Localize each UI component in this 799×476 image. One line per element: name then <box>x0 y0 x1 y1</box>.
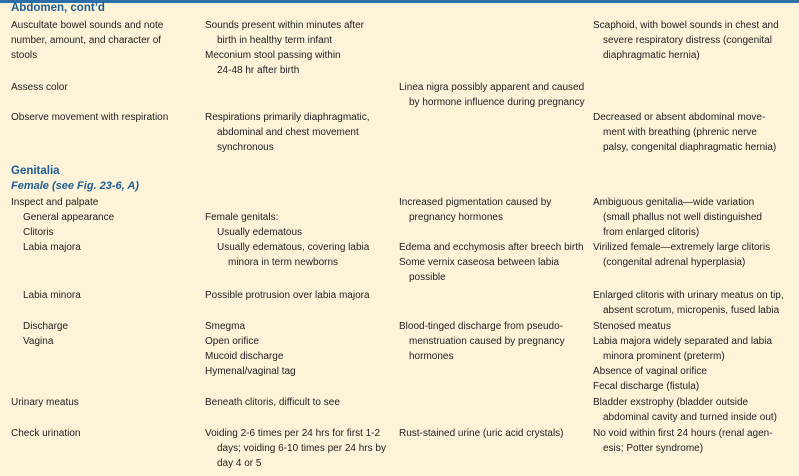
cell-inspect-normal-2: Usually edematous <box>217 227 303 238</box>
cell-discharge-normal-4: Hymenal/vaginal tag <box>205 366 296 377</box>
cell-color-variation-1: Linea nigra possibly apparent and caused <box>399 82 585 93</box>
cell-urination-normal-2: days; voiding 6-10 times per 24 hrs by <box>217 443 386 454</box>
cell-bowel-assess-2: number, amount, and character of <box>11 35 162 46</box>
cell-minora-deviation-2: absent scrotum, micropenis, fused labia <box>603 305 780 316</box>
cell-inspect-normal-3: Usually edematous, covering labia <box>217 242 370 253</box>
cell-discharge-variation-3: hormones <box>409 351 454 362</box>
cell-bowel-assess-3: stools <box>11 50 38 61</box>
cell-bowel-normal-4: 24-48 hr after birth <box>217 65 300 76</box>
cell-resp-deviation-3: palsy, congenital diaphragmatic hernia) <box>603 142 777 153</box>
cell-discharge-normal-2: Open orifice <box>205 336 259 347</box>
cell-urination-deviation-2: esis; Potter syndrome) <box>603 443 704 454</box>
cell-urination-normal-3: day 4 or 5 <box>217 458 262 469</box>
cell-inspect-variation-3: Edema and ecchymosis after breech birth <box>399 242 584 253</box>
cell-meatus-normal: Beneath clitoris, difficult to see <box>205 397 340 408</box>
cell-inspect-deviation-2: (small phallus not well distinguished <box>603 212 762 223</box>
cell-discharge-deviation-5: Fecal discharge (fistula) <box>593 381 700 392</box>
cell-resp-normal-2: abdominal and chest movement <box>217 127 359 138</box>
cell-inspect-assess-1: Inspect and palpate <box>11 197 99 208</box>
cell-resp-normal-1: Respirations primarily diaphragmatic, <box>205 112 370 123</box>
cell-urination-normal-1: Voiding 2-6 times per 24 hrs for first 1-2 <box>205 428 381 439</box>
cell-color-variation-2: by hormone influence during pregnancy <box>409 97 585 108</box>
cell-discharge-normal-1: Smegma <box>205 321 246 332</box>
cell-meatus-deviation-1: Bladder exstrophy (bladder outside <box>593 397 749 408</box>
cell-inspect-variation-4: Some vernix caseosa between labia <box>399 257 560 268</box>
cell-bowel-normal-2: birth in healthy term infant <box>217 35 333 46</box>
section-heading-genitalia: Genitalia <box>11 165 60 177</box>
cell-discharge-assess-1: Discharge <box>23 321 69 332</box>
cell-inspect-variation-5: possible <box>409 272 446 283</box>
cell-minora-assess: Labia minora <box>23 290 81 301</box>
cell-inspect-deviation-3: from enlarged clitoris) <box>603 227 700 238</box>
cell-inspect-normal-4: minora in term newborns <box>228 257 339 268</box>
subheading-female: Female (see Fig. 23-6, A) <box>11 180 139 192</box>
cell-minora-deviation-1: Enlarged clitoris with urinary meatus on tip, <box>593 290 784 301</box>
cell-bowel-deviation-1: Scaphoid, with bowel sounds in chest and <box>593 20 779 31</box>
cell-discharge-variation-2: menstruation caused by pregnancy <box>409 336 565 347</box>
cell-bowel-assess-1: Auscultate bowel sounds and note <box>11 20 164 31</box>
cell-discharge-variation-1: Blood-tinged discharge from pseudo- <box>399 321 563 332</box>
section-heading-abdomen: Abdomen, cont’d <box>11 2 105 14</box>
cell-inspect-normal-1: Female genitals: <box>205 212 279 223</box>
cell-inspect-variation-2: pregnancy hormones <box>409 212 503 223</box>
cell-discharge-assess-2: Vagina <box>23 336 54 347</box>
cell-bowel-deviation-2: severe respiratory distress (congenital <box>603 35 772 46</box>
cell-discharge-deviation-1: Stenosed meatus <box>593 321 671 332</box>
cell-resp-deviation-2: ment with breathing (phrenic nerve <box>603 127 757 138</box>
cell-inspect-deviation-5: (congenital adrenal hyperplasia) <box>603 257 746 268</box>
cell-discharge-normal-3: Mucoid discharge <box>205 351 284 362</box>
top-rule <box>0 0 799 3</box>
cell-bowel-normal-1: Sounds present within minutes after <box>205 20 364 31</box>
cell-inspect-deviation-1: Ambiguous genitalia—wide variation <box>593 197 755 208</box>
cell-inspect-variation-1: Increased pigmentation caused by <box>399 197 552 208</box>
cell-resp-deviation-1: Decreased or absent abdominal move- <box>593 112 766 123</box>
cell-resp-assess: Observe movement with respiration <box>11 112 169 123</box>
cell-inspect-assess-4: Labia majora <box>23 242 81 253</box>
cell-discharge-deviation-2: Labia majora widely separated and labia <box>593 336 773 347</box>
cell-inspect-assess-3: Clitoris <box>23 227 54 238</box>
cell-urination-deviation-1: No void within first 24 hours (renal agen- <box>593 428 773 439</box>
cell-resp-normal-3: synchronous <box>217 142 274 153</box>
cell-urination-assess: Check urination <box>11 428 81 439</box>
cell-bowel-deviation-3: diaphragmatic hernia) <box>603 50 700 61</box>
cell-inspect-deviation-4: Virilized female—extremely large clitoris <box>593 242 771 253</box>
cell-color-assess: Assess color <box>11 82 68 93</box>
cell-urination-variation: Rust-stained urine (uric acid crystals) <box>399 428 564 439</box>
cell-meatus-assess: Urinary meatus <box>11 397 79 408</box>
cell-inspect-assess-2: General appearance <box>23 212 115 223</box>
cell-discharge-deviation-4: Absence of vaginal orifice <box>593 366 707 377</box>
cell-meatus-deviation-2: abdominal cavity and turned inside out) <box>603 412 777 423</box>
cell-discharge-deviation-3: minora prominent (preterm) <box>603 351 725 362</box>
cell-bowel-normal-3: Meconium stool passing within <box>205 50 341 61</box>
cell-minora-normal: Possible protrusion over labia majora <box>205 290 370 301</box>
